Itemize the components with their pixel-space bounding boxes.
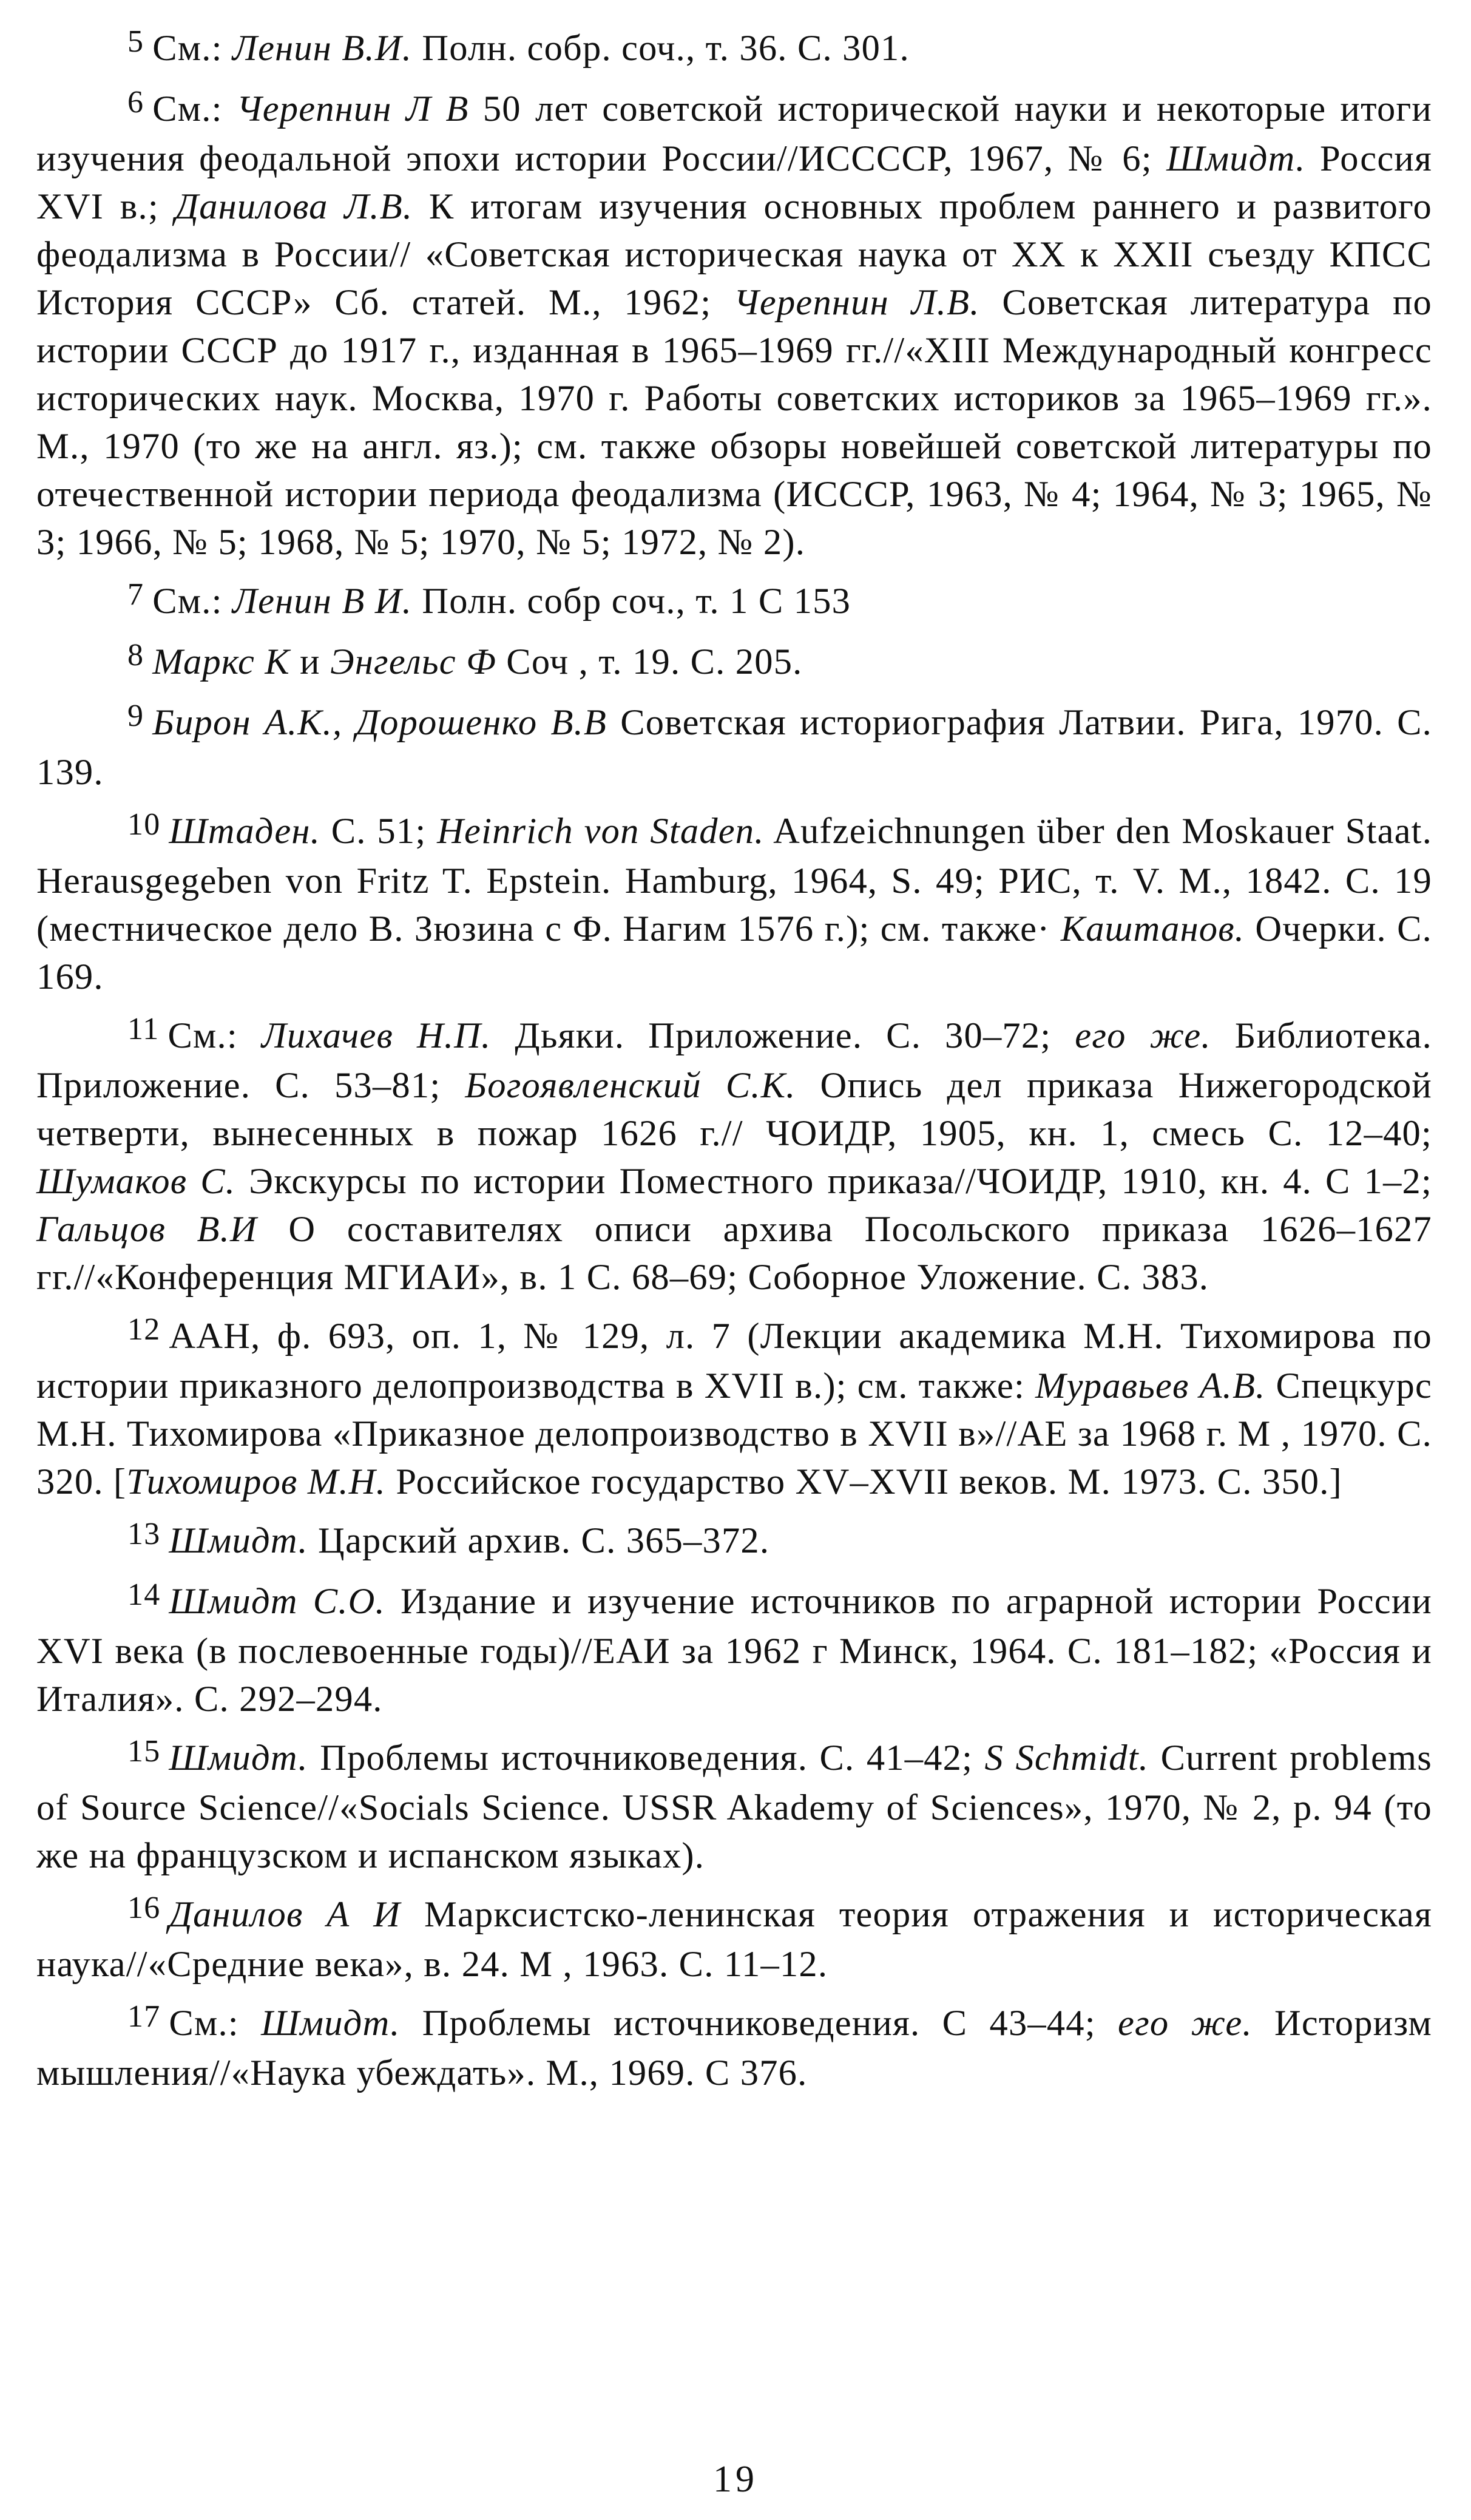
footnote-text: Российское государство XV–XVII веков. М. 1973. С. 350.] bbox=[386, 1462, 1342, 1502]
footnote-citation-italic: S Schmidt. bbox=[984, 1738, 1149, 1778]
footnote-citation-italic: Богоявленский С.К. bbox=[465, 1065, 796, 1106]
footnote-text: ААН, ф. 693, оп. 1, № 129, л. 7 (Лекции академика М.Н. Тихомирова по истории приказного делопроизводства в XVII в.); см. также: bbox=[36, 1316, 1432, 1406]
footnote-text: Проблемы источниковедения. С. 41–42; bbox=[308, 1738, 985, 1778]
footnote-number: 16 bbox=[127, 1891, 161, 1925]
footnote-citation-italic: Шмидт С.О. bbox=[169, 1581, 385, 1622]
footnote-text: и bbox=[289, 642, 331, 682]
footnote-16 bbox=[36, 1891, 1432, 1988]
footnote-6 bbox=[36, 85, 1432, 566]
footnote-citation-italic: Ленин В И. bbox=[232, 581, 413, 622]
footnote-number: 8 bbox=[127, 638, 144, 672]
footnote-8 bbox=[36, 638, 1432, 688]
footnote-text: См.: bbox=[152, 581, 232, 622]
footnote-citation-italic: Муравьев А.В. bbox=[1035, 1366, 1266, 1406]
footnote-text: Aufzeichnungen über den Moskauer Staat. Herausgegeben von Fritz T. Epstein. Hamburg, 1964, S. 49; РИС, т. V. М., 1842. С. 19 (местническое дело В. Зюзина с Ф. Нагим 1576 г.); см. также· bbox=[36, 811, 1433, 949]
footnote-citation-italic: Бирон А.К., Дорошенко В.В bbox=[152, 702, 607, 743]
footnote-text: Историзм мышления//«Наука убеждать». М., 1969. С 376. bbox=[36, 2003, 1432, 2093]
footnote-number: 14 bbox=[127, 1577, 161, 1612]
footnote-text: Опись дел приказа Нижегородской четверти, вынесенных в пожар 1626 г.// ЧОИДР, 1905, кн. 1, смесь С. 12–40; bbox=[36, 1065, 1432, 1154]
footnote-17 bbox=[36, 1999, 1432, 2097]
footnote-number: 15 bbox=[127, 1734, 161, 1769]
footnote-number: 9 bbox=[127, 699, 144, 733]
footnote-15 bbox=[36, 1734, 1432, 1880]
footnote-text: Current problems of Source Science//«Socials Science. USSR Akademy of Sciences», 1970, № 2, p. 94 (то же на французском и испанском языках). bbox=[36, 1738, 1433, 1876]
footnote-number: 6 bbox=[127, 85, 144, 120]
footnote-text: К итогам изучения основных проблем раннего и развитого феодализма в России// «Советская историческая наука от XX к XXII съезду КПСС История СССР» Сб. статей. М., 1962; bbox=[36, 186, 1432, 323]
footnote-text: Издание и изучение источников по аграрной истории России XVI века (в послевоенные годы)//ЕАИ за 1962 г Минск, 1964. С. 181–182; «Россия и Италия». С. 292–294. bbox=[36, 1581, 1432, 1719]
footnote-13 bbox=[36, 1517, 1432, 1567]
footnote-citation-italic: Данилов А И bbox=[169, 1894, 401, 1935]
footnote-citation-italic: Черепнин Л.В. bbox=[734, 282, 980, 323]
footnote-text: 50 лет советской исторической науки и некоторые итоги изучения феодальной эпохи истории России//ИССССР, 1967, № 6; bbox=[36, 89, 1432, 179]
footnote-number: 13 bbox=[127, 1517, 161, 1551]
footnote-text: Царский архив. С. 365–372. bbox=[308, 1520, 770, 1561]
footnote-citation-italic: Черепнин Л В bbox=[236, 89, 469, 129]
footnote-text: См.: bbox=[152, 28, 232, 69]
footnote-citation-italic: Ленин В.И. bbox=[232, 28, 413, 69]
footnote-citation-italic: Маркс К bbox=[152, 642, 290, 682]
footnote-citation-italic: Лихачев Н.П. bbox=[261, 1015, 492, 1056]
footnote-9 bbox=[36, 699, 1432, 796]
footnote-text: Проблемы источниковедения. С 43–44; bbox=[400, 2003, 1118, 2044]
footnote-14 bbox=[36, 1577, 1432, 1723]
footnote-citation-italic: его же. bbox=[1118, 2003, 1253, 2044]
footnote-7 bbox=[36, 577, 1432, 627]
footnote-text: Спецкурс М.Н. Тихомирова «Приказное делопроизводство в XVII в»//АЕ за 1968 г. М , 1970. С. 320. [ bbox=[36, 1366, 1433, 1502]
footnote-text: О составителях описи архива Посольского приказа 1626–1627 гг.//«Конференция МГИАИ», в. 1 С. 68–69; Соборное Уложение. С. 383. bbox=[36, 1209, 1432, 1298]
footnote-citation-italic: Шмидт. bbox=[169, 1738, 308, 1778]
footnote-number: 10 bbox=[127, 807, 161, 842]
footnote-text: Марксистско-ленинская теория отражения и историческая наука//«Средние века», в. 24. М , 1963. С. 11–12. bbox=[36, 1894, 1432, 1985]
footnote-12 bbox=[36, 1312, 1432, 1506]
footnote-citation-italic: Шмидт. bbox=[169, 1520, 308, 1561]
footnote-citation-italic: Тихомиров М.Н. bbox=[126, 1462, 386, 1502]
footnote-text: Россия XVI в.; bbox=[36, 138, 1432, 227]
footnote-text: Советская литература по истории СССР до 1917 г., изданная в 1965–1969 гг.//«XIII Международный конгресс исторических наук. Москва, 1970 г. Работы советских историков за 1965–1969 гг.». М., 1970 (то же на англ. яз.); см. также обзоры новейшей советской литературы по отечественной истории периода феодализма (ИСССР, 1963, № 4; 1964, № 3; 1965, № 3; 1966, № 5; 1968, № 5; 1970, № 5; 1972, № 2). bbox=[36, 282, 1432, 563]
footnote-citation-italic: Штаден. bbox=[169, 811, 320, 852]
footnote-citation-italic: его же. bbox=[1075, 1015, 1211, 1056]
footnote-number: 7 bbox=[127, 577, 144, 612]
footnote-number: 17 bbox=[127, 1999, 161, 2034]
footnotes-block bbox=[36, 24, 1432, 2108]
footnote-text: Дьяки. Приложение. С. 30–72; bbox=[491, 1015, 1075, 1056]
footnote-10 bbox=[36, 807, 1432, 1001]
footnote-text: См.: bbox=[169, 2003, 262, 2044]
footnote-text: См.: bbox=[152, 89, 237, 129]
footnote-citation-italic: Энгельс Ф bbox=[330, 642, 496, 682]
footnote-text: Библиотека. Приложение. С. 53–81; bbox=[36, 1015, 1433, 1106]
footnote-citation-italic: Heinrich von Staden. bbox=[437, 811, 765, 852]
footnote-citation-italic: Шумаков С. bbox=[36, 1161, 236, 1202]
footnote-citation-italic: Данилова Л.В. bbox=[175, 186, 413, 227]
footnote-text: Полн. собр. соч., т. 36. С. 301. bbox=[412, 28, 910, 69]
footnote-text: См.: bbox=[167, 1015, 262, 1056]
footnote-text: Советская историография Латвии. Рига, 1970. С. 139. bbox=[36, 702, 1432, 793]
footnote-citation-italic: Шмидт. bbox=[261, 2003, 401, 2044]
footnote-number: 11 bbox=[127, 1012, 160, 1046]
page-number: 19 bbox=[713, 2459, 758, 2500]
footnote-5 bbox=[36, 24, 1432, 74]
footnote-citation-italic: Гальцов В.И bbox=[36, 1209, 257, 1250]
footnote-text: С. 51; bbox=[320, 811, 438, 852]
footnote-citation-italic: Каштанов. bbox=[1060, 909, 1245, 949]
footnote-text: Очерки. С. 169. bbox=[36, 909, 1432, 997]
footnote-text: Соч , т. 19. С. 205. bbox=[496, 642, 803, 682]
footnote-number: 5 bbox=[127, 24, 144, 59]
footnote-text: Экскурсы по истории Поместного приказа//ЧОИДР, 1910, кн. 4. С 1–2; bbox=[235, 1161, 1432, 1202]
footnote-11 bbox=[36, 1012, 1432, 1301]
footnote-citation-italic: Шмидт. bbox=[1166, 138, 1306, 179]
footnote-number: 12 bbox=[127, 1312, 161, 1347]
footnote-text: Полн. собр соч., т. 1 С 153 bbox=[412, 581, 851, 622]
